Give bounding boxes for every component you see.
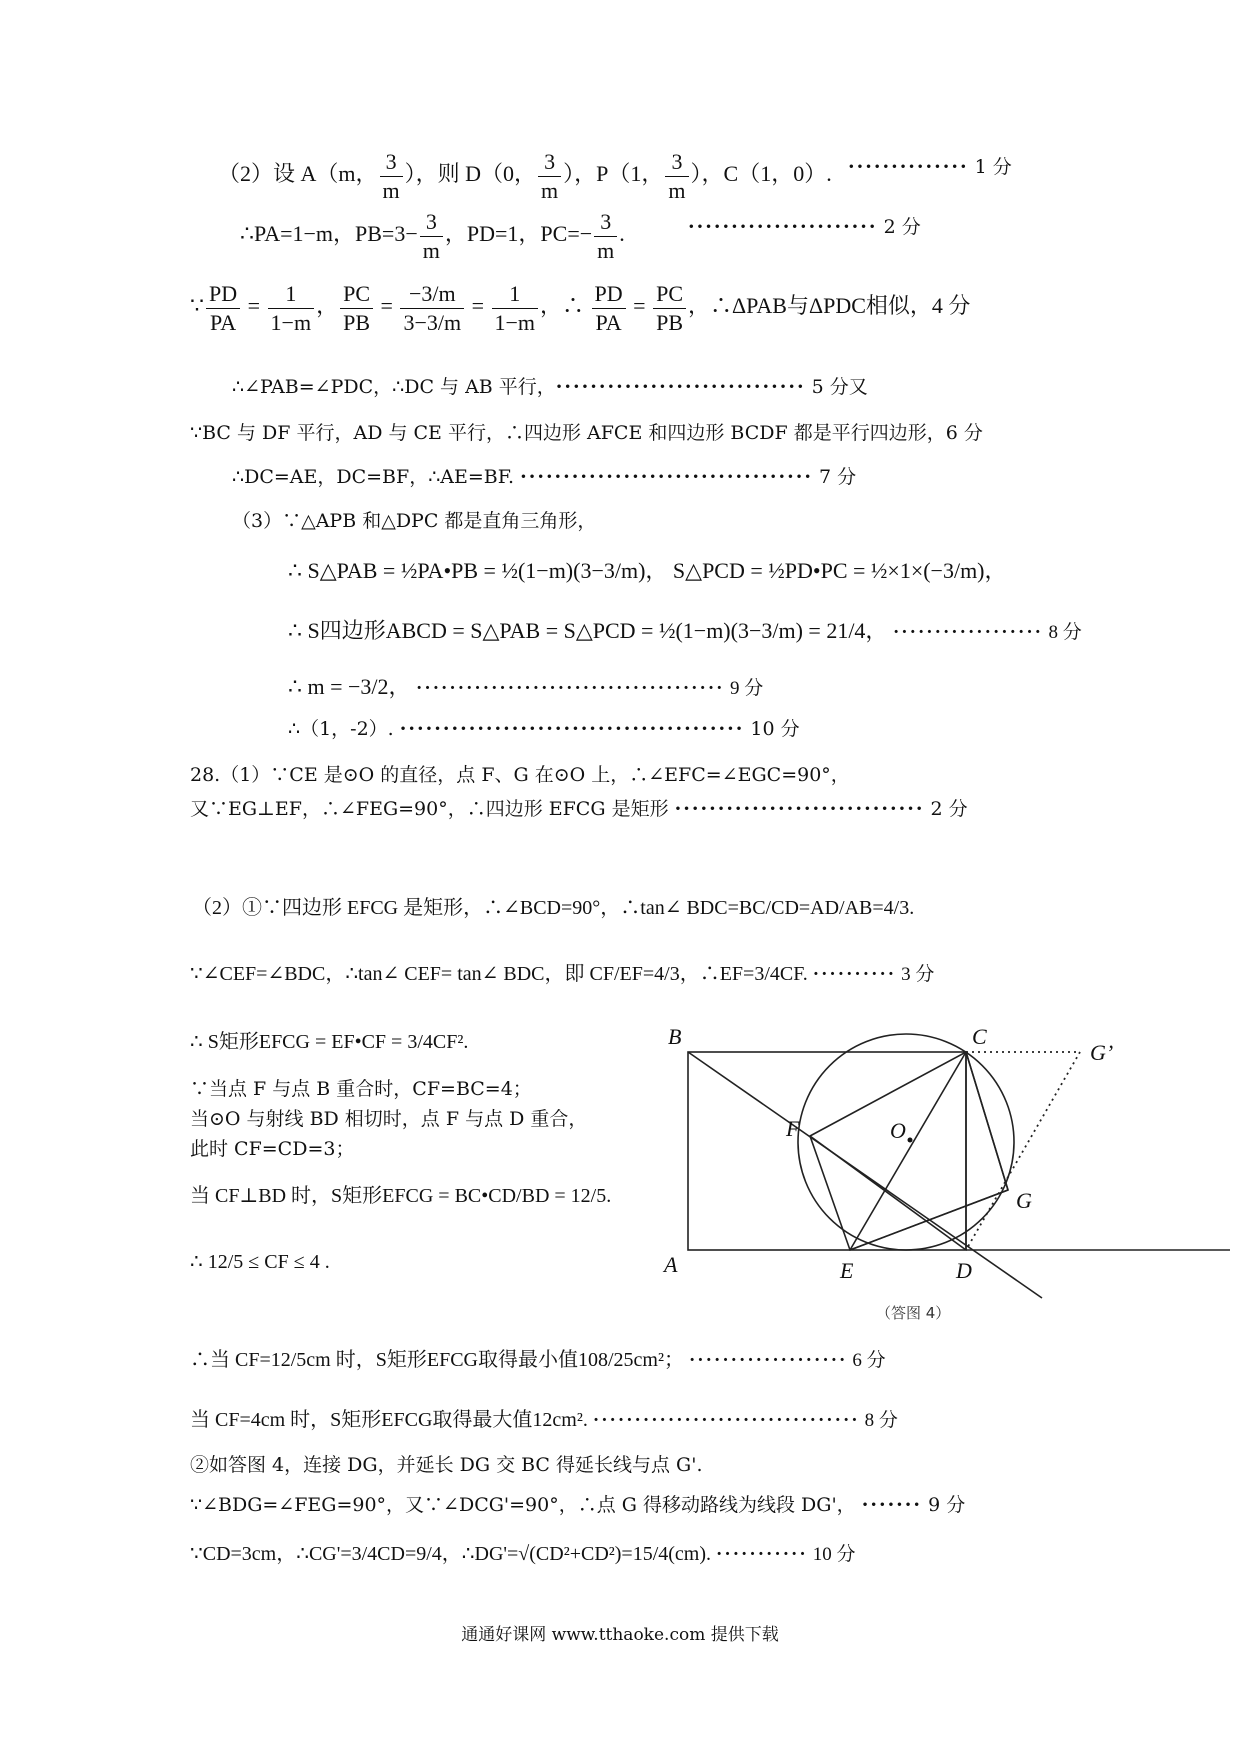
q28-line14: ∵∠BDG=∠FEG=90°，又∵∠DCG'=90°，∴点 G 得移动路线为线段 DG'， ······· 9 分	[190, 1494, 966, 1516]
q28-line1: 28.（1）∵CE 是⊙O 的直径，点 F、G 在⊙O 上，∴∠EFC=∠EGC=90°，	[190, 764, 850, 786]
label-B: B	[668, 1024, 682, 1049]
circle-O	[798, 1034, 1014, 1250]
p2-intro-b: ），则 D（0，	[404, 161, 537, 187]
label-G: G	[1016, 1188, 1032, 1213]
dotted-DG1	[966, 1052, 1080, 1250]
line-FD	[810, 1136, 966, 1250]
p2-line3: ∵ $\frac{PD}{PA}$ = $\frac{1}{1-m}$ ， $\frac{PC}{PB}$ = $\frac{-3/m}{3-3/m}$ = $\frac{1}{1-m}$ ，∴ $\frac{PD}{PA}$ = $\frac{PC}{PB}$ ，∴ΔPAB与ΔPDC相似，4 分	[190, 281, 971, 335]
label-E: E	[840, 1258, 854, 1283]
p3-line7: （3）∵△APB 和△DPC 都是直角三角形，	[232, 510, 597, 532]
q28-line9: 当 CF⊥BD 时，S矩形EFCG = BC•CD/BD = 12/5.	[190, 1185, 612, 1207]
figure-caption: （答图 4）	[876, 1304, 951, 1322]
p3-line9: ∴ S四边形ABCD = S△PAB = S△PCD = ½(1−m)(3−3/m) = 21/4， ·················· 8 分	[288, 618, 1082, 643]
label-A: A	[664, 1252, 678, 1277]
score-line2: ······················ 2 分	[688, 216, 921, 238]
q28-line8: 此时 CF=CD=3；	[190, 1138, 355, 1160]
q28-line13: ②如答图 4，连接 DG，并延长 DG 交 BC 得延长线与点 G'.	[190, 1454, 703, 1476]
label-G1: G’	[1090, 1040, 1114, 1065]
line-BD-ray	[688, 1052, 1042, 1298]
q28-line6: ∵当点 F 与点 B 重合时，CF=BC=4；	[190, 1078, 532, 1100]
label-C: C	[972, 1024, 987, 1049]
p2-line5: ∵BC 与 DF 平行，AD 与 CE 平行，∴四边形 AFCE 和四边形 BCDF 都是平行四边形，6 分	[190, 422, 983, 444]
q28-line4: ∵∠CEF=∠BDC，∴tan∠ CEF= tan∠ BDC，即 CF/EF=4/3，∴EF=3/4CF. ·········· 3 分	[190, 963, 935, 985]
p2-intro: （2）设 A（m，	[218, 161, 378, 187]
label-O: O	[890, 1118, 906, 1143]
fraction-3-m: $\frac{3}{m}$	[538, 148, 561, 204]
q28-line10: ∴ 12/5 ≤ CF ≤ 4 .	[190, 1251, 330, 1273]
q28-line5: ∴ S矩形EFCG = EF•CF = 3/4CF².	[190, 1031, 469, 1053]
geometry-figure	[650, 1010, 1230, 1330]
fraction-3-m: $\frac{3}{m}$	[380, 148, 403, 204]
p2-intro-c: ），P（1，	[563, 161, 664, 187]
q28-line12: 当 CF=4cm 时，S矩形EFCG取得最大值12cm². ································ 8 分	[190, 1409, 898, 1431]
line-EC	[850, 1052, 966, 1250]
p3-line8: ∴ S△PAB = ½PA•PB = ½(1−m)(3−3/m)， S△PCD = ½PD•PC = ½×1×(−3/m)，	[288, 558, 1007, 583]
q28-line2: 又∵EG⊥EF，∴∠FEG=90°，∴四边形 EFCG 是矩形 ····························· 2 分	[190, 798, 968, 820]
label-D: D	[956, 1258, 972, 1283]
p2-line6: ∴DC=AE，DC=BF，∴AE=BF. ·································· 7 分	[232, 466, 857, 488]
fraction-3-m: $\frac{3}{m}$	[665, 148, 688, 204]
p3-line11: ∴（1，-2）. ········································ 10 分	[288, 718, 800, 740]
q28-line7: 当⊙O 与射线 BD 相切时，点 F 与点 D 重合，	[190, 1108, 588, 1130]
page-footer: 通通好课网 www.tthaoke.com 提供下载	[461, 1625, 779, 1645]
p2-line2: ∴PA=1−m，PB=3− $\frac{3}{m}$ ，PD=1，PC=− $\frac{3}{m}$ .	[240, 209, 625, 263]
q28-line11: ∴当 CF=12/5cm 时，S矩形EFCG取得最小值108/25cm²； ··················· 6 分	[190, 1349, 886, 1371]
p2-line4: ∴∠PAB=∠PDC，∴DC 与 AB 平行，····························· 5 分又	[232, 376, 868, 398]
p3-line10: ∴ m = −3/2， ····································· 9 分	[288, 674, 764, 699]
p2-intro-d: ），C（1，0）.	[690, 161, 832, 187]
p2-line1	[218, 148, 832, 204]
line-CG	[966, 1052, 1008, 1190]
score-line1: ·············· 1 分	[848, 156, 1012, 178]
q28-line3: （2）①∵四边形 EFCG 是矩形，∴∠BCD=90°，∴tan∠ BDC=BC/CD=AD/AB=4/3.	[192, 897, 915, 919]
rectangle-EFCG	[810, 1052, 1008, 1250]
q28-line15: ∵CD=3cm，∴CG'=3/4CD=9/4，∴DG'=√(CD²+CD²)=15/4(cm). ··········· 10 分	[190, 1543, 856, 1565]
label-F: F	[786, 1116, 800, 1141]
center-point-O	[908, 1138, 913, 1143]
